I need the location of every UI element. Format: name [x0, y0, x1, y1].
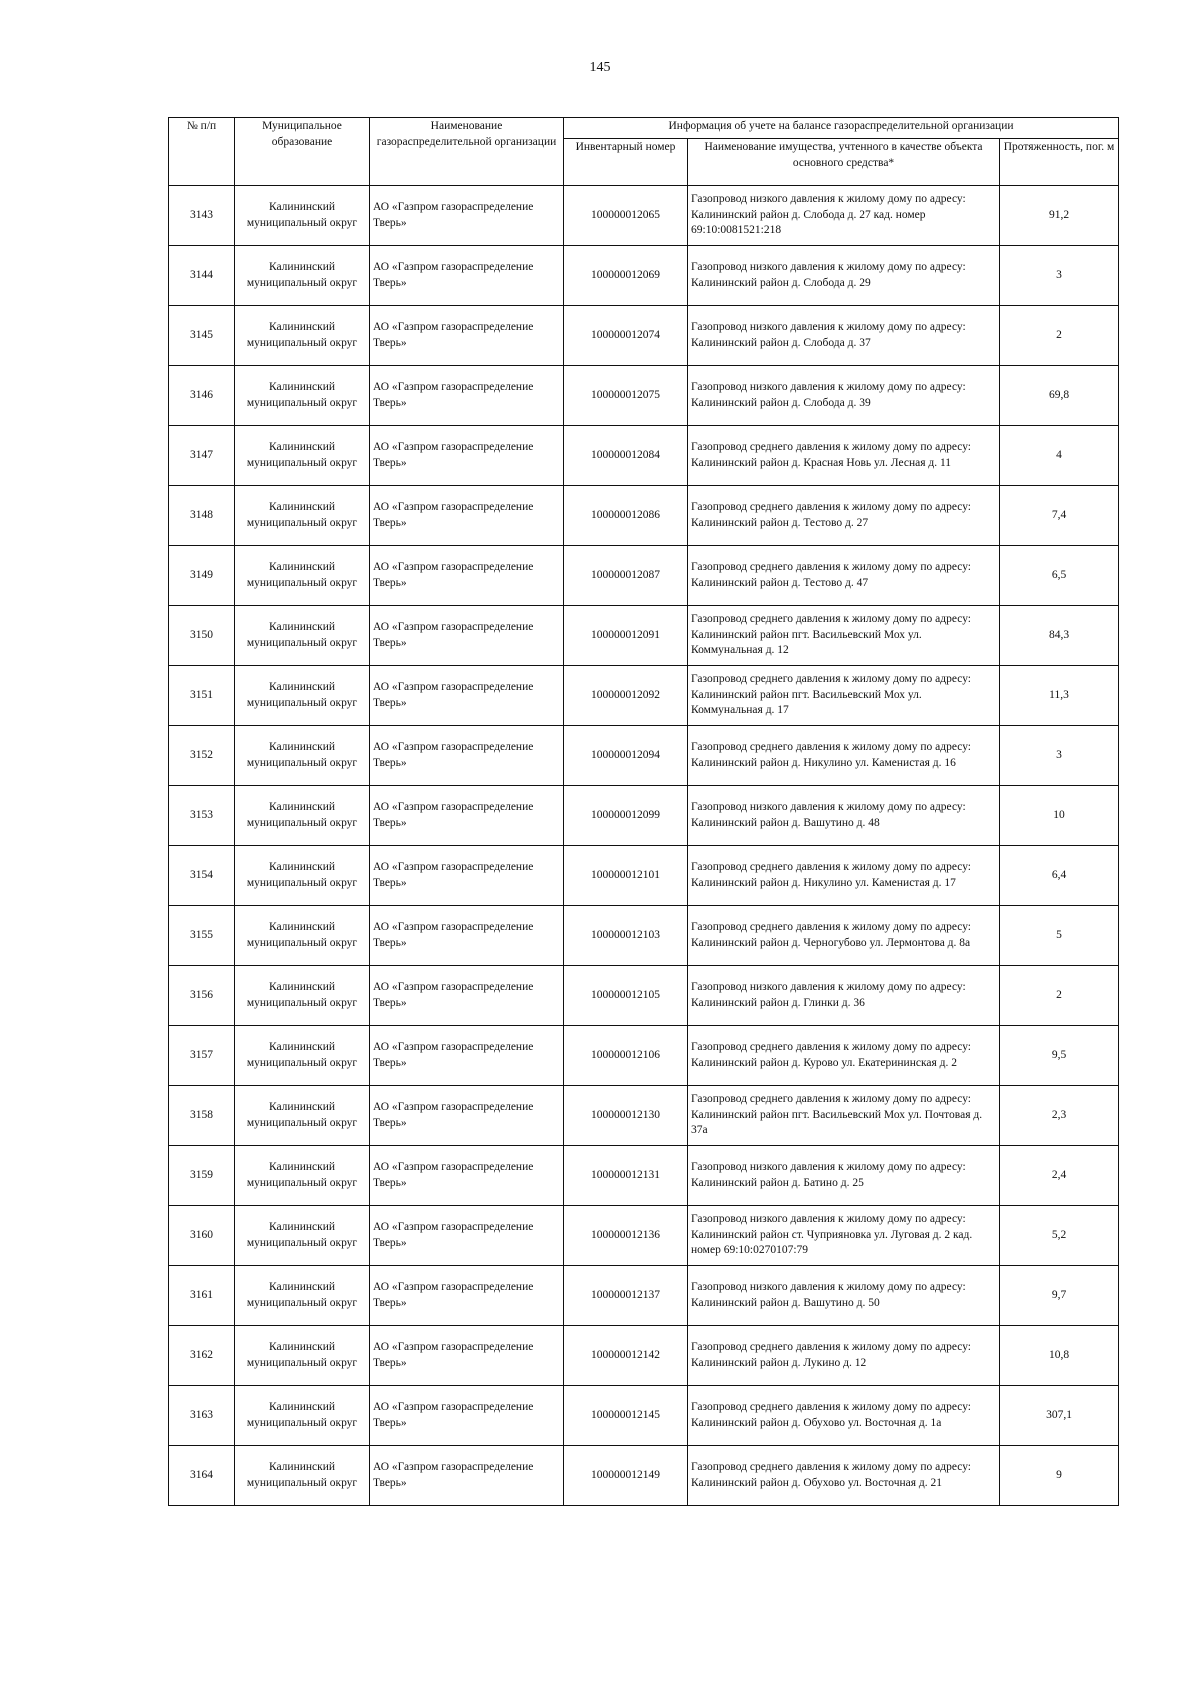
length-cell: 6,5 [1000, 546, 1119, 606]
municipality-cell: Калининский муниципальный округ [235, 186, 370, 246]
municipality-cell: Калининский муниципальный округ [235, 426, 370, 486]
length-cell: 2 [1000, 966, 1119, 1026]
inventory-number-cell: 100000012099 [564, 786, 688, 846]
length-cell: 10 [1000, 786, 1119, 846]
length-cell: 4 [1000, 426, 1119, 486]
header-organization: Наименование газораспределительной организации [370, 118, 564, 186]
inventory-number-cell: 100000012136 [564, 1206, 688, 1266]
municipality-cell: Калининский муниципальный округ [235, 246, 370, 306]
organization-cell: АО «Газпром газораспределение Тверь» [370, 786, 564, 846]
length-cell: 9,5 [1000, 1026, 1119, 1086]
organization-cell: АО «Газпром газораспределение Тверь» [370, 186, 564, 246]
property-registry-table [168, 117, 1119, 1506]
organization-cell: АО «Газпром газораспределение Тверь» [370, 726, 564, 786]
municipality-cell: Калининский муниципальный округ [235, 1086, 370, 1146]
municipality-cell: Калининский муниципальный округ [235, 546, 370, 606]
table-row [169, 186, 1119, 246]
table-row [169, 1446, 1119, 1506]
property-name-cell: Газопровод низкого давления к жилому дому по адресу: Калининский район д. Слобода д. 29 [688, 246, 1000, 306]
inventory-number-cell: 100000012106 [564, 1026, 688, 1086]
inventory-number-cell: 100000012137 [564, 1266, 688, 1326]
table-row [169, 1326, 1119, 1386]
row-number: 3153 [169, 786, 235, 846]
page-number: 145 [589, 60, 611, 75]
row-number: 3147 [169, 426, 235, 486]
property-name-cell: Газопровод низкого давления к жилому дому по адресу: Калининский район д. Вашутино д. 50 [688, 1266, 1000, 1326]
table-row [169, 246, 1119, 306]
table-row [169, 966, 1119, 1026]
organization-cell: АО «Газпром газораспределение Тверь» [370, 486, 564, 546]
inventory-number-cell: 100000012103 [564, 906, 688, 966]
property-name-cell: Газопровод среднего давления к жилому дому по адресу: Калининский район пгт. Васильевский Мох ул. Почтовая д. 37а [688, 1086, 1000, 1146]
inventory-number-cell: 100000012092 [564, 666, 688, 726]
table-row [169, 1266, 1119, 1326]
inventory-number-cell: 100000012131 [564, 1146, 688, 1206]
property-name-cell: Газопровод низкого давления к жилому дому по адресу: Калининский район д. Вашутино д. 48 [688, 786, 1000, 846]
organization-cell: АО «Газпром газораспределение Тверь» [370, 1386, 564, 1446]
property-name-cell: Газопровод низкого давления к жилому дому по адресу: Калининский район д. Слобода д. 27 кад. номер 69:10:0081521:218 [688, 186, 1000, 246]
table-row [169, 486, 1119, 546]
row-number: 3157 [169, 1026, 235, 1086]
inventory-number-cell: 100000012105 [564, 966, 688, 1026]
inventory-number-cell: 100000012142 [564, 1326, 688, 1386]
table-row [169, 306, 1119, 366]
row-number: 3149 [169, 546, 235, 606]
table-row [169, 906, 1119, 966]
length-cell: 2,4 [1000, 1146, 1119, 1206]
inventory-number-cell: 100000012091 [564, 606, 688, 666]
municipality-cell: Калининский муниципальный округ [235, 306, 370, 366]
table-row [169, 426, 1119, 486]
table-header [169, 118, 1119, 186]
municipality-cell: Калининский муниципальный округ [235, 786, 370, 846]
inventory-number-cell: 100000012149 [564, 1446, 688, 1506]
length-cell: 9,7 [1000, 1266, 1119, 1326]
municipality-cell: Калининский муниципальный округ [235, 1266, 370, 1326]
municipality-cell: Калининский муниципальный округ [235, 1146, 370, 1206]
organization-cell: АО «Газпром газораспределение Тверь» [370, 906, 564, 966]
property-name-cell: Газопровод среднего давления к жилому дому по адресу: Калининский район д. Никулино ул. Каменистая д. 17 [688, 846, 1000, 906]
organization-cell: АО «Газпром газораспределение Тверь» [370, 1086, 564, 1146]
inventory-number-cell: 100000012074 [564, 306, 688, 366]
organization-cell: АО «Газпром газораспределение Тверь» [370, 966, 564, 1026]
length-cell: 2,3 [1000, 1086, 1119, 1146]
header-info-group: Информация об учете на балансе газораспределительной организации [564, 118, 1119, 139]
municipality-cell: Калининский муниципальный округ [235, 966, 370, 1026]
row-number: 3150 [169, 606, 235, 666]
header-inventory: Инвентарный номер [564, 139, 688, 186]
organization-cell: АО «Газпром газораспределение Тверь» [370, 246, 564, 306]
organization-cell: АО «Газпром газораспределение Тверь» [370, 666, 564, 726]
table-row [169, 1206, 1119, 1266]
header-num: № п/п [169, 118, 235, 186]
row-number: 3151 [169, 666, 235, 726]
row-number: 3163 [169, 1386, 235, 1446]
length-cell: 69,8 [1000, 366, 1119, 426]
property-name-cell: Газопровод среднего давления к жилому дому по адресу: Калининский район д. Лукино д. 12 [688, 1326, 1000, 1386]
municipality-cell: Калининский муниципальный округ [235, 1326, 370, 1386]
row-number: 3145 [169, 306, 235, 366]
row-number: 3148 [169, 486, 235, 546]
organization-cell: АО «Газпром газораспределение Тверь» [370, 1446, 564, 1506]
property-name-cell: Газопровод низкого давления к жилому дому по адресу: Калининский район д. Глинки д. 36 [688, 966, 1000, 1026]
property-name-cell: Газопровод среднего давления к жилому дому по адресу: Калининский район пгт. Васильевский Мох ул. Коммунальная д. 12 [688, 606, 1000, 666]
municipality-cell: Калининский муниципальный округ [235, 726, 370, 786]
municipality-cell: Калининский муниципальный округ [235, 366, 370, 426]
property-name-cell: Газопровод среднего давления к жилому дому по адресу: Калининский район д. Курово ул. Екатерининская д. 2 [688, 1026, 1000, 1086]
header-property-name: Наименование имущества, учтенного в качестве объекта основного средства* [688, 139, 1000, 186]
property-name-cell: Газопровод среднего давления к жилому дому по адресу: Калининский район д. Обухово ул. Восточная д. 21 [688, 1446, 1000, 1506]
municipality-cell: Калининский муниципальный округ [235, 1026, 370, 1086]
row-number: 3154 [169, 846, 235, 906]
property-name-cell: Газопровод низкого давления к жилому дому по адресу: Калининский район д. Слобода д. 37 [688, 306, 1000, 366]
length-cell: 307,1 [1000, 1386, 1119, 1446]
organization-cell: АО «Газпром газораспределение Тверь» [370, 1326, 564, 1386]
length-cell: 11,3 [1000, 666, 1119, 726]
length-cell: 91,2 [1000, 186, 1119, 246]
organization-cell: АО «Газпром газораспределение Тверь» [370, 1146, 564, 1206]
property-name-cell: Газопровод среднего давления к жилому дому по адресу: Калининский район пгт. Васильевский Мох ул. Коммунальная д. 17 [688, 666, 1000, 726]
table-row [169, 1086, 1119, 1146]
organization-cell: АО «Газпром газораспределение Тверь» [370, 1266, 564, 1326]
municipality-cell: Калининский муниципальный округ [235, 606, 370, 666]
organization-cell: АО «Газпром газораспределение Тверь» [370, 366, 564, 426]
inventory-number-cell: 100000012065 [564, 186, 688, 246]
table-row [169, 606, 1119, 666]
property-name-cell: Газопровод среднего давления к жилому дому по адресу: Калининский район д. Тестово д. 47 [688, 546, 1000, 606]
organization-cell: АО «Газпром газораспределение Тверь» [370, 306, 564, 366]
row-number: 3162 [169, 1326, 235, 1386]
length-cell: 2 [1000, 306, 1119, 366]
row-number: 3164 [169, 1446, 235, 1506]
table-row [169, 546, 1119, 606]
length-cell: 84,3 [1000, 606, 1119, 666]
inventory-number-cell: 100000012075 [564, 366, 688, 426]
organization-cell: АО «Газпром газораспределение Тверь» [370, 1206, 564, 1266]
length-cell: 7,4 [1000, 486, 1119, 546]
length-cell: 5,2 [1000, 1206, 1119, 1266]
inventory-number-cell: 100000012084 [564, 426, 688, 486]
length-cell: 3 [1000, 726, 1119, 786]
property-name-cell: Газопровод низкого давления к жилому дому по адресу: Калининский район д. Слобода д. 39 [688, 366, 1000, 426]
header-length: Протяженность, пог. м [1000, 139, 1119, 186]
property-name-cell: Газопровод среднего давления к жилому дому по адресу: Калининский район д. Черногубово ул. Лермонтова д. 8а [688, 906, 1000, 966]
table-row [169, 366, 1119, 426]
length-cell: 6,4 [1000, 846, 1119, 906]
municipality-cell: Калининский муниципальный округ [235, 1206, 370, 1266]
property-name-cell: Газопровод среднего давления к жилому дому по адресу: Калининский район д. Тестово д. 27 [688, 486, 1000, 546]
table-row [169, 846, 1119, 906]
length-cell: 3 [1000, 246, 1119, 306]
row-number: 3143 [169, 186, 235, 246]
municipality-cell: Калининский муниципальный округ [235, 846, 370, 906]
table-row [169, 1026, 1119, 1086]
row-number: 3152 [169, 726, 235, 786]
property-name-cell: Газопровод низкого давления к жилому дому по адресу: Калининский район д. Батино д. 25 [688, 1146, 1000, 1206]
inventory-number-cell: 100000012094 [564, 726, 688, 786]
inventory-number-cell: 100000012101 [564, 846, 688, 906]
table-row [169, 1386, 1119, 1446]
property-name-cell: Газопровод среднего давления к жилому дому по адресу: Калининский район д. Обухово ул. Восточная д. 1а [688, 1386, 1000, 1446]
row-number: 3161 [169, 1266, 235, 1326]
row-number: 3158 [169, 1086, 235, 1146]
organization-cell: АО «Газпром газораспределение Тверь» [370, 606, 564, 666]
table-row [169, 726, 1119, 786]
organization-cell: АО «Газпром газораспределение Тверь» [370, 546, 564, 606]
table-row [169, 786, 1119, 846]
inventory-number-cell: 100000012130 [564, 1086, 688, 1146]
municipality-cell: Калининский муниципальный округ [235, 906, 370, 966]
municipality-cell: Калининский муниципальный округ [235, 1386, 370, 1446]
organization-cell: АО «Газпром газораспределение Тверь» [370, 1026, 564, 1086]
property-name-cell: Газопровод среднего давления к жилому дому по адресу: Калининский район д. Никулино ул. Каменистая д. 16 [688, 726, 1000, 786]
inventory-number-cell: 100000012087 [564, 546, 688, 606]
row-number: 3159 [169, 1146, 235, 1206]
property-name-cell: Газопровод низкого давления к жилому дому по адресу: Калининский район ст. Чуприяновка ул. Луговая д. 2 кад. номер 69:10:0270107:79 [688, 1206, 1000, 1266]
length-cell: 10,8 [1000, 1326, 1119, 1386]
header-municipality: Муниципальное образование [235, 118, 370, 186]
length-cell: 9 [1000, 1446, 1119, 1506]
table-row [169, 666, 1119, 726]
inventory-number-cell: 100000012069 [564, 246, 688, 306]
municipality-cell: Калининский муниципальный округ [235, 666, 370, 726]
row-number: 3156 [169, 966, 235, 1026]
table-body [169, 186, 1119, 1506]
table-row [169, 1146, 1119, 1206]
municipality-cell: Калининский муниципальный округ [235, 1446, 370, 1506]
row-number: 3144 [169, 246, 235, 306]
length-cell: 5 [1000, 906, 1119, 966]
organization-cell: АО «Газпром газораспределение Тверь» [370, 426, 564, 486]
municipality-cell: Калининский муниципальный округ [235, 486, 370, 546]
row-number: 3155 [169, 906, 235, 966]
inventory-number-cell: 100000012086 [564, 486, 688, 546]
row-number: 3146 [169, 366, 235, 426]
row-number: 3160 [169, 1206, 235, 1266]
organization-cell: АО «Газпром газораспределение Тверь» [370, 846, 564, 906]
inventory-number-cell: 100000012145 [564, 1386, 688, 1446]
property-name-cell: Газопровод среднего давления к жилому дому по адресу: Калининский район д. Красная Новь ул. Лесная д. 11 [688, 426, 1000, 486]
